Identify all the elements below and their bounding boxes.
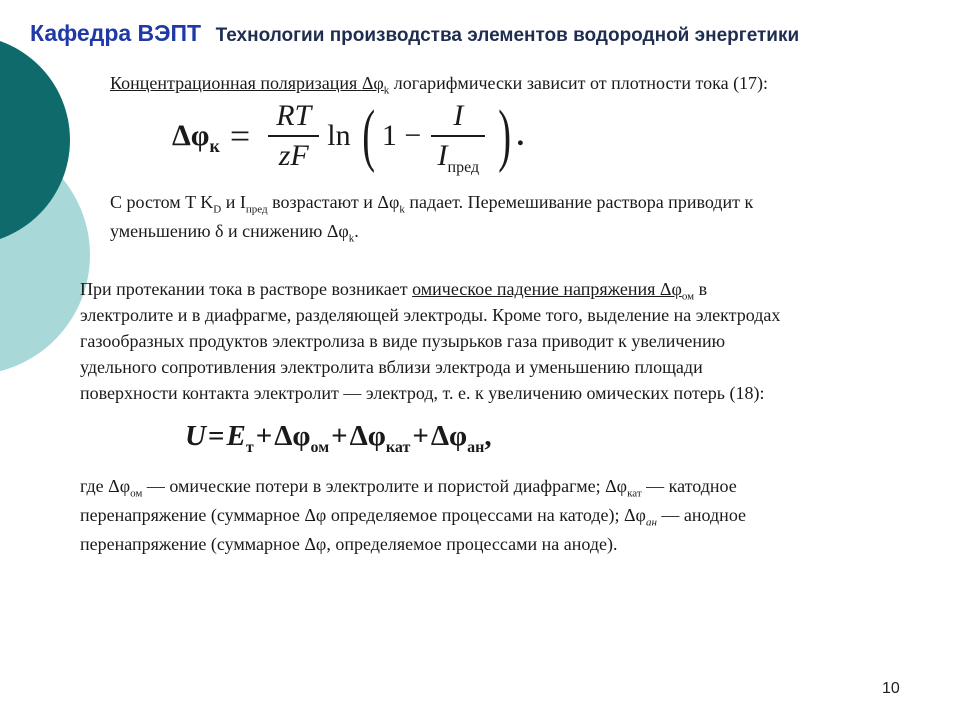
one-minus: 1 − (381, 119, 422, 152)
page-number: 10 (882, 680, 900, 697)
formula-cell-voltage: $U=E_т+\Delta\varphi_{ом}+\Delta\varphi_{кат}+\Delta\varphi_{ан}$, (185, 420, 492, 456)
paragraph-ohmic-drop: При протекании тока в растворе возникает омическое падение напряжения $\Delta\varphi_{ом}$ в электролите и в диафрагме, разделяющей электроды. Кроме того, выделение на электродах газообразных продуктов электролиза в виде пузырьков газа приводит к увеличению удельного сопротивления электролита вблизи электрода и уменьшению площади поверхности контакта электролит — электрод, т. е. к увеличению омических потерь (18): (80, 279, 781, 403)
paragraph-definitions: где $\Delta\varphi_{ом}$ — омические потери в электролите и пористой диафрагме; $\Delta\varphi_{кат}$ — катодное перенапряжение (суммарное Δφ определяемое процессами на катоде); $\Delta\varphi_{ан}$ — анодное перенапряжение (суммарное Δφ, определяемое процессами на аноде). (80, 476, 747, 554)
department-name: Кафедра ВЭПТ (30, 20, 202, 46)
paragraph-concentration-polarization: Концентрационная поляризация $\Delta\varphi_k$ логарифмически зависит от плотности тока (17): (110, 73, 769, 97)
page-title (30, 20, 799, 47)
formula-lhs: $\Delta\varphi_к$ (172, 119, 220, 156)
fraction-rt-zf: $\frac{RT}{zF}$ (268, 99, 319, 173)
term-underlined: Концентрационная поляризация $\Delta\varphi_k$ (110, 73, 390, 97)
fraction-i-ipred: $\frac{I}{I_{пред}}$ (431, 99, 485, 173)
course-title: Технологии производства элементов водородной энергетики (215, 25, 800, 46)
ln-operator: ln (327, 119, 351, 152)
term-ohmic-drop: омическое падение напряжения $\Delta\varphi_{ом}$ (412, 279, 695, 303)
equals-sign: = (229, 116, 251, 156)
paragraph-temperature-effect: С ростом T $K_D$ и $I_{пред}$ возрастают и $\Delta\varphi_k$ падает. Перемешивание раствора приводит к уменьшению δ и снижению $\Delta\varphi_k$. (110, 192, 754, 245)
formula-period: . (516, 119, 525, 152)
right-paren: ) (498, 97, 512, 174)
left-paren: ( (361, 97, 375, 174)
formula-concentration-polarization (172, 96, 524, 176)
